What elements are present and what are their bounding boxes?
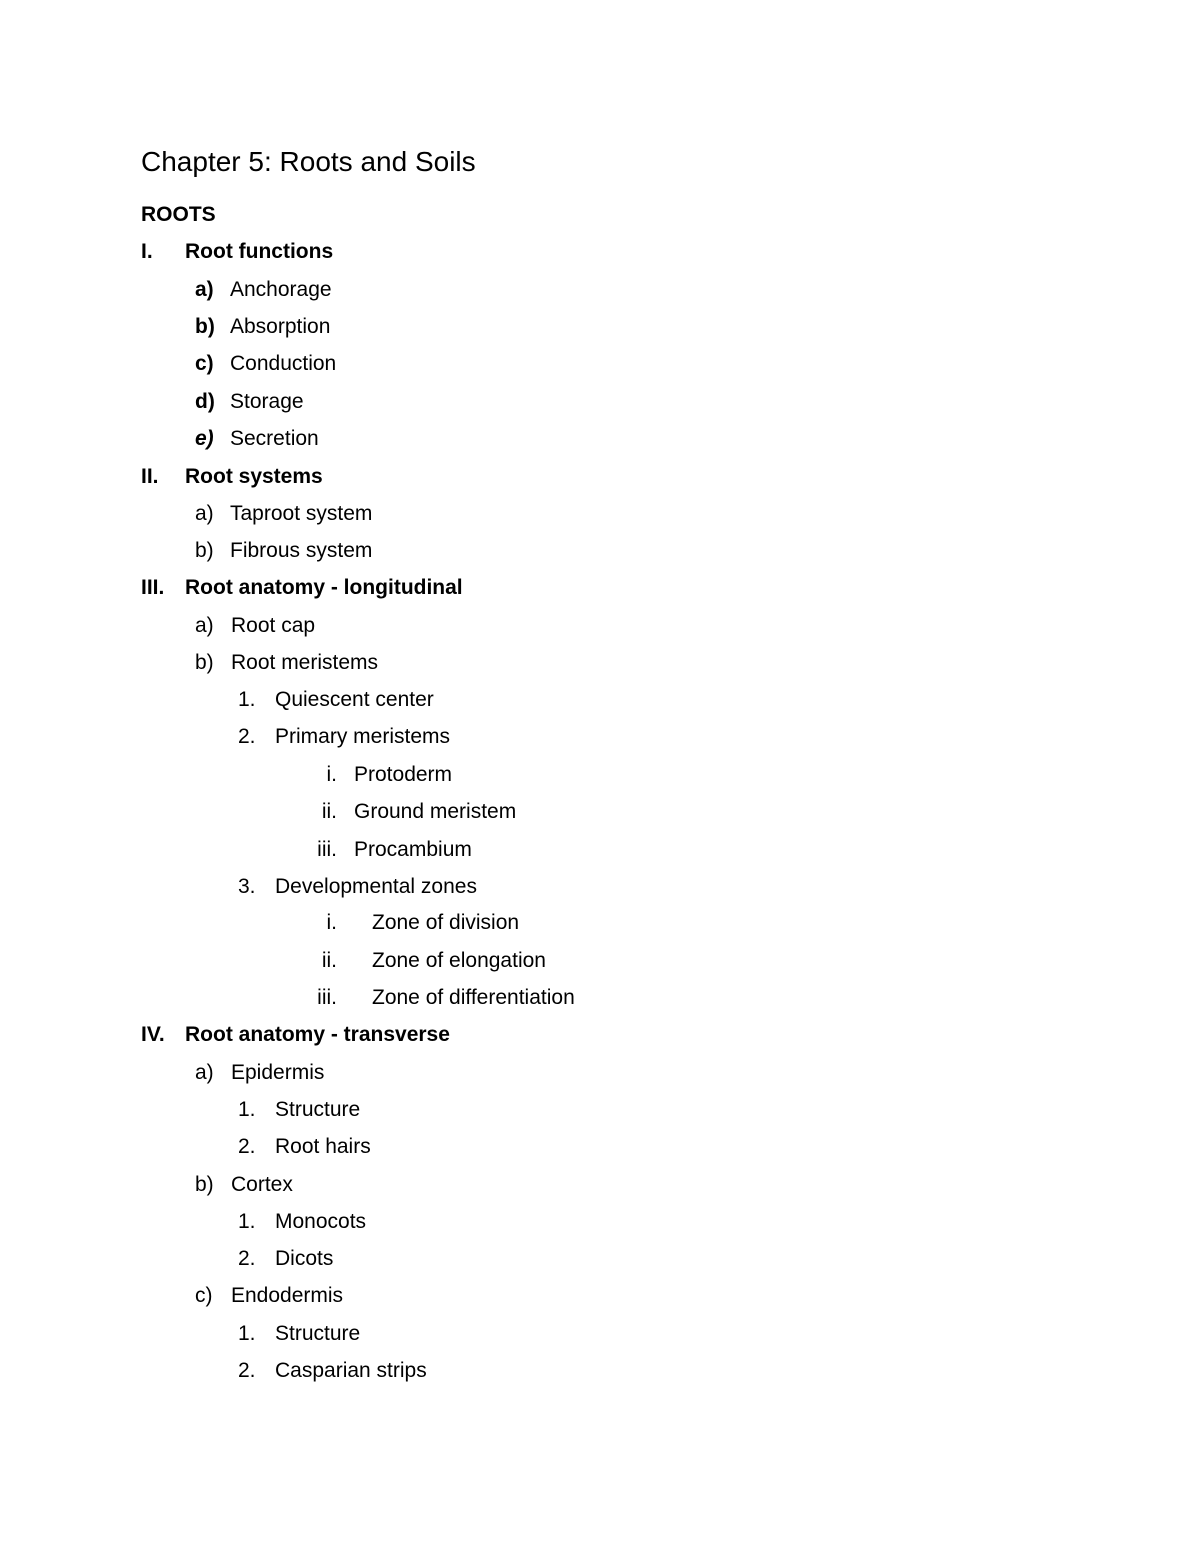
subsubitem-marker: ii. xyxy=(321,800,337,823)
item-marker: a) xyxy=(195,1061,214,1084)
subsubitem-label: Procambium xyxy=(354,838,472,861)
subitem-marker: 1. xyxy=(238,1210,256,1233)
subsubitem-label: Zone of division xyxy=(372,911,520,934)
subitem-label: Casparian strips xyxy=(275,1359,427,1382)
subsubitem-label: Zone of elongation xyxy=(372,949,546,972)
subsubitem-label: Ground meristem xyxy=(354,800,517,823)
item-label: Fibrous system xyxy=(230,539,373,562)
subitem-label: Dicots xyxy=(275,1247,334,1270)
subsubitem-marker: iii. xyxy=(317,838,337,861)
section-label: Root anatomy - longitudinal xyxy=(185,576,463,599)
subitem-marker: 1. xyxy=(238,688,256,711)
subitem-marker: 2. xyxy=(238,1359,256,1382)
section-label: Root anatomy - transverse xyxy=(185,1023,450,1046)
section-label: Root functions xyxy=(185,240,334,263)
item-marker: a) xyxy=(195,278,214,301)
item-label: Absorption xyxy=(230,315,331,338)
subitem-label: Developmental zones xyxy=(275,875,477,898)
section-marker: II. xyxy=(141,465,159,488)
item-label: Cortex xyxy=(231,1173,293,1196)
item-marker: c) xyxy=(195,1284,213,1307)
section-marker: IV. xyxy=(141,1023,165,1046)
item-marker: c) xyxy=(195,352,214,375)
item-marker: b) xyxy=(195,315,215,338)
section-heading-label: ROOTS xyxy=(141,203,216,226)
subsubitem-marker: i. xyxy=(326,763,337,786)
item-label: Conduction xyxy=(230,352,337,375)
item-marker: d) xyxy=(195,390,215,413)
item-label: Storage xyxy=(230,390,304,413)
subitem-marker: 1. xyxy=(238,1322,256,1345)
item-label: Anchorage xyxy=(230,278,332,301)
subsubitem-label: Protoderm xyxy=(354,763,453,786)
subsubitem-marker: ii. xyxy=(321,949,337,972)
subitem-label: Root hairs xyxy=(275,1135,371,1158)
subitem-label: Structure xyxy=(275,1098,361,1121)
subsubitem-marker: iii. xyxy=(317,986,337,1009)
item-label: Epidermis xyxy=(231,1061,325,1084)
subitem-label: Primary meristems xyxy=(275,725,451,748)
subitem-label: Structure xyxy=(275,1322,361,1345)
page-title: Chapter 5: Roots and Soils xyxy=(141,146,476,177)
item-marker: a) xyxy=(195,614,214,637)
item-label: Endodermis xyxy=(231,1284,344,1307)
item-marker: e) xyxy=(195,427,214,450)
subitem-marker: 1. xyxy=(238,1098,256,1121)
item-marker: b) xyxy=(195,1173,214,1196)
item-marker: b) xyxy=(195,539,214,562)
item-marker: a) xyxy=(195,502,214,525)
item-label: Secretion xyxy=(230,427,319,450)
subitem-marker: 2. xyxy=(238,1247,256,1270)
item-label: Taproot system xyxy=(230,502,373,525)
subsubitem-label: Zone of differentiation xyxy=(372,986,575,1009)
item-label: Root cap xyxy=(231,614,316,637)
subitem-label: Monocots xyxy=(275,1210,367,1233)
subsubitem-marker: i. xyxy=(326,911,337,934)
subitem-marker: 3. xyxy=(238,875,256,898)
section-marker: I. xyxy=(141,240,153,263)
subitem-marker: 2. xyxy=(238,725,256,748)
subitem-label: Quiescent center xyxy=(275,688,434,711)
section-marker: III. xyxy=(141,576,165,599)
subitem-marker: 2. xyxy=(238,1135,256,1158)
item-marker: b) xyxy=(195,651,214,674)
section-label: Root systems xyxy=(185,465,323,488)
item-label: Root meristems xyxy=(231,651,379,674)
